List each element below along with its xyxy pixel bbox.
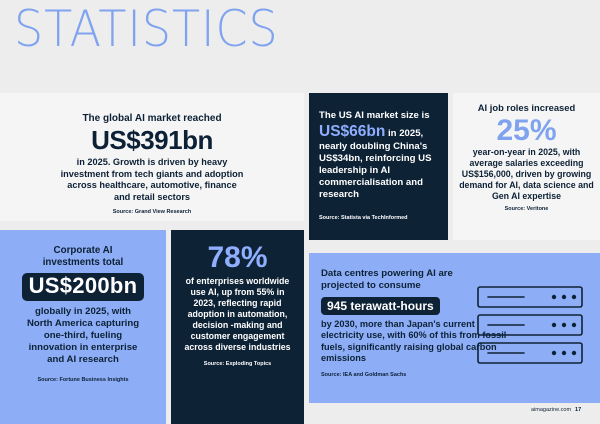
- stat-card-data-centres: [309, 253, 600, 403]
- card-source: Source: Veritone: [504, 205, 549, 212]
- card-source: Source: Exploding Topics: [203, 360, 272, 367]
- card-text: in 2025. Growth is driven by heavy investment from tech giants and adoption across healthcare, automotive, finance and retail sectors: [60, 157, 244, 202]
- stat-card-us-ai-market: [309, 93, 448, 240]
- card-figure-pill: 945 terawatt-hours: [321, 297, 440, 315]
- card-text: globally in 2025, with North America capturing one-third, fueling innovation in enterprise and AI research: [26, 305, 140, 365]
- stat-card-enterprise-adoption: [171, 230, 304, 424]
- page-title: STATISTICS: [14, 0, 279, 58]
- card-pre: The US AI market size is: [319, 110, 430, 121]
- card-lead: AI job roles increased: [477, 102, 576, 113]
- stat-card-global-ai-market: [0, 93, 304, 221]
- card-text: by 2030, more than Japan's current electricity use, with 60% of this from fossil fuels, significantly raising global carbon emissions: [321, 318, 507, 364]
- page-footer: [531, 407, 581, 413]
- card-figure: US$391bn: [91, 125, 213, 155]
- stat-card-ai-jobs: [453, 93, 600, 240]
- card-source: Source: Grand View Research: [112, 209, 192, 215]
- card-figure: US$66bn: [319, 122, 386, 140]
- card-text: year-on-year in 2025, with average salaries exceeding US$156,000, driven by growing demand for AI, data science and Gen AI expertise: [459, 147, 594, 201]
- card-figure-pill: [22, 273, 145, 301]
- server-rack-icon: [474, 283, 586, 367]
- card-source: Source: Fortune Business Insights: [37, 376, 129, 383]
- card-body: [319, 110, 438, 201]
- card-source: Source: IEA and Goldman Sachs: [321, 371, 407, 378]
- card-source: Source: Statista via TechInformed: [319, 214, 408, 221]
- card-text: in 2025, nearly doubling China's US$34bn, reinforcing US leadership in AI commercialisation and research: [319, 127, 432, 200]
- card-figure: US$200bn: [28, 272, 138, 298]
- footer-site: aimagazine.com: [531, 407, 572, 413]
- card-lead: Data centres powering AI are projected to consume: [321, 268, 453, 291]
- stat-card-corporate-investment: [0, 230, 166, 424]
- card-text: of enterprises worldwide use AI, up from 55% in 2023, reflecting rapid adoption in automation, decision -making and customer engagement across diverse industries: [184, 276, 291, 352]
- card-lead: The global AI market reached: [82, 113, 222, 124]
- card-figure: 25%: [496, 114, 557, 147]
- card-lead: Corporate AI investments total: [42, 245, 124, 268]
- card-figure: 78%: [207, 241, 268, 274]
- page-number: 17: [575, 407, 582, 413]
